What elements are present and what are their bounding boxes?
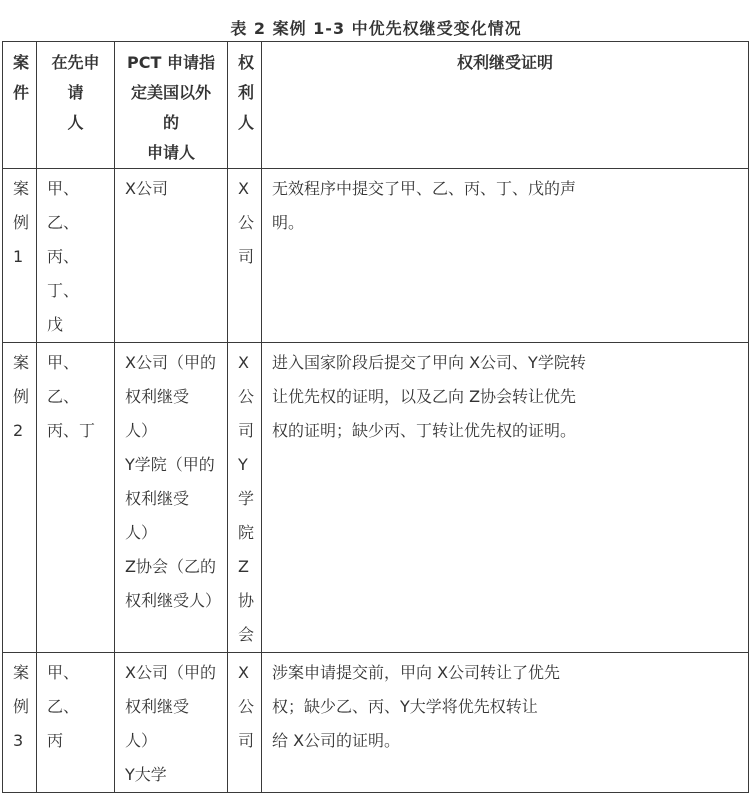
header-prior-applicant: 在先申请 人 xyxy=(37,42,115,169)
header-transfer-proof: 权利继受证明 xyxy=(262,42,749,169)
header-pct-applicant: PCT 申请指 定美国以外的 申请人 xyxy=(115,42,228,169)
cell-case: 案 例 3 xyxy=(3,653,37,793)
priority-transfer-table xyxy=(2,41,749,793)
cell-prior-applicant: 甲、乙、 丙、丁、 戊 xyxy=(37,169,115,343)
cell-transfer-proof: 涉案申请提交前，甲向 X公司转让了优先 权；缺少乙、丙、Y大学将优先权转让 给 X公司的证明。 xyxy=(262,653,749,793)
table-header-row xyxy=(3,42,749,169)
cell-right-holder: X 公 司 xyxy=(228,653,262,793)
cell-right-holder: X 公 司 xyxy=(228,169,262,343)
cell-case: 案 例 1 xyxy=(3,169,37,343)
table-caption: 表 2 案例 1-3 中优先权继受变化情况 xyxy=(230,19,522,38)
table-row xyxy=(3,169,749,343)
cell-case: 案 例 2 xyxy=(3,343,37,653)
cell-right-holder: X 公 司 Y学 院 Z 协 会 xyxy=(228,343,262,653)
cell-prior-applicant: 甲、乙、 丙 xyxy=(37,653,115,793)
header-right-holder: 权 利 人 xyxy=(228,42,262,169)
cell-pct-applicant: X公司（甲的 权利继受人） Y大学 xyxy=(115,653,228,793)
cell-pct-applicant: X公司（甲的 权利继受人） Y学院（甲的 权利继受人） Z协会（乙的 权利继受人） xyxy=(115,343,228,653)
header-case: 案 件 xyxy=(3,42,37,169)
cell-transfer-proof: 进入国家阶段后提交了甲向 X公司、Y学院转 让优先权的证明，以及乙向 Z协会转让优先 权的证明；缺少丙、丁转让优先权的证明。 xyxy=(262,343,749,653)
cell-pct-applicant: X公司 xyxy=(115,169,228,343)
table-row xyxy=(3,343,749,653)
cell-prior-applicant: 甲、乙、 丙、丁 xyxy=(37,343,115,653)
table-row xyxy=(3,653,749,793)
cell-transfer-proof: 无效程序中提交了甲、乙、丙、丁、戊的声 明。 xyxy=(262,169,749,343)
